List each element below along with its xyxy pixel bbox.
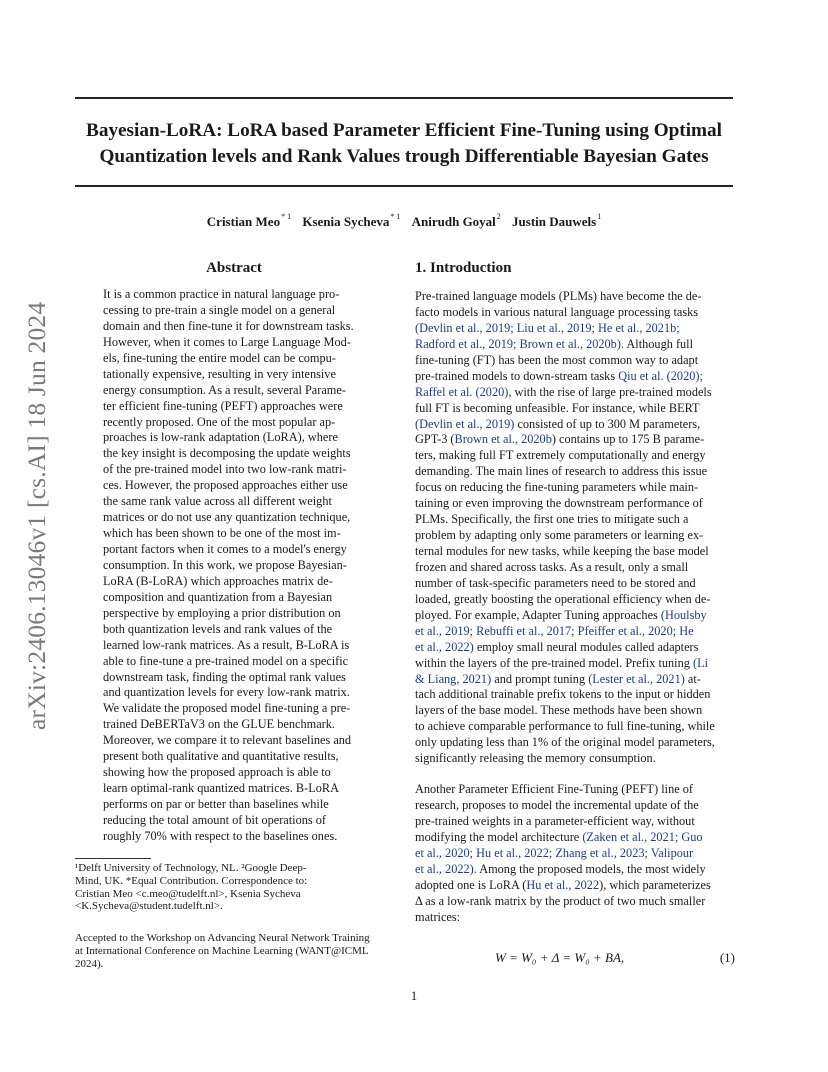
text-line bbox=[415, 369, 735, 385]
text-line bbox=[415, 385, 735, 401]
introduction-paragraph-2 bbox=[415, 782, 735, 925]
text-line bbox=[415, 703, 735, 719]
text-line bbox=[415, 687, 735, 703]
text-line bbox=[415, 846, 735, 862]
abstract-line: which has been shown to be one of the most im- bbox=[103, 526, 341, 541]
abstract-line: the key insight is decomposing the update weights bbox=[103, 446, 351, 461]
author-affiliation-marks: * 1 bbox=[281, 212, 292, 221]
citation-link[interactable]: et al., 2022). bbox=[415, 861, 477, 876]
author bbox=[302, 214, 400, 229]
text-line bbox=[415, 751, 735, 767]
footnote-line: <K.Sycheva@student.tudelft.nl>. bbox=[75, 900, 223, 913]
text-segment: ters, making full FT extremely computationally and energy bbox=[415, 448, 706, 463]
text-line bbox=[415, 798, 735, 814]
abstract-line: proaches is low-rank adaptation (LoRA), where bbox=[103, 430, 338, 445]
text-segment: employ small neural modules called adapters bbox=[473, 639, 699, 654]
text-segment: focus on reducing the fine-tuning parameters while main- bbox=[415, 480, 699, 495]
text-line bbox=[415, 672, 735, 688]
citation-link[interactable]: Qiu et al. (2020); bbox=[618, 368, 703, 383]
abstract-line: matrices or do not use any quantization technique, bbox=[103, 510, 351, 525]
text-segment: taining or even improving the downstream performance of bbox=[415, 496, 703, 511]
abstract-line: performs on par or better than baselines while bbox=[103, 797, 329, 811]
abstract-line: Moreover, we compare it to relevant baselines and bbox=[103, 733, 352, 748]
abstract-heading: Abstract bbox=[206, 260, 262, 276]
text-segment: ternal modules for new tasks, while keeping the base model bbox=[415, 544, 709, 558]
abstract-line: roughly 70% with respect to the baselines ones. bbox=[103, 828, 338, 843]
equation-body: W = W₀ + Δ = W₀ + BA, bbox=[495, 950, 625, 965]
citation-link[interactable]: Hu et al., 2022 bbox=[526, 877, 600, 892]
text-segment: fine-tuning (FT) has been the most common way to adapt bbox=[415, 352, 699, 367]
abstract-line: domain and then fine-tune it for downstream tasks. bbox=[103, 318, 354, 333]
abstract-line: trained DeBERTaV3 on the GLUE benchmark. bbox=[103, 717, 335, 732]
text-segment: tach additional trainable prefix tokens to the input or hidden bbox=[415, 687, 711, 702]
author-name: Justin Dauwels bbox=[512, 214, 597, 229]
acceptance-line: Accepted to the Workshop on Advancing Neural Network Training bbox=[75, 932, 370, 944]
text-line bbox=[415, 608, 735, 624]
equation-number: (1) bbox=[719, 950, 735, 965]
abstract-line: composition and quantization from a Bayesian bbox=[103, 589, 333, 604]
text-segment: pre-trained weights in a parameter-efficient way, without bbox=[415, 813, 695, 828]
abstract-line: LoRA (B-LoRA) which approaches matrix de- bbox=[103, 573, 333, 588]
text-line bbox=[415, 305, 735, 321]
citation-link[interactable]: (Houlsby bbox=[660, 607, 707, 622]
citation-link[interactable]: Raffel et al. (2020), bbox=[415, 384, 512, 399]
abstract-line: consumption. In this work, we propose Bayesian- bbox=[103, 557, 347, 572]
footnote-line: Mind, UK. *Equal Contribution. Correspondence to: bbox=[75, 874, 308, 887]
text-segment: layers of the base model. These methods have been shown bbox=[415, 703, 703, 718]
text-line bbox=[415, 862, 735, 878]
text-segment: Among the proposed models, the most widely bbox=[476, 861, 706, 876]
acceptance-line: at International Conference on Machine Learning (WANT@ICML bbox=[75, 944, 369, 957]
text-segment: Pre-trained language models (PLMs) have become the de- bbox=[415, 289, 702, 303]
text-line bbox=[415, 528, 735, 544]
title-line-2: Quantization levels and Rank Values trough Differentiable Bayesian Gates bbox=[99, 146, 709, 167]
text-segment: research, proposes to model the incremental update of the bbox=[415, 797, 699, 812]
text-line bbox=[415, 719, 735, 735]
text-segment: loaded, greatly boosting the operational efficiency when de- bbox=[415, 591, 711, 606]
text-line bbox=[415, 830, 735, 846]
abstract-line: perspective by employing a prior distribution on bbox=[103, 605, 341, 620]
text-segment: facto models in various natural language processing tasks bbox=[415, 304, 699, 319]
footnote-rule bbox=[75, 858, 151, 859]
citation-link[interactable]: (Lester et al., 2021) bbox=[588, 671, 685, 686]
abstract-line: ter efficient fine-tuning (PEFT) approaches were bbox=[103, 398, 343, 413]
paper-title bbox=[75, 118, 733, 170]
introduction-paragraph-1 bbox=[415, 289, 735, 767]
abstract-line: and quantization levels for every low-rank matrix. bbox=[103, 685, 350, 700]
text-line bbox=[415, 656, 735, 672]
author-affiliation-marks: * 1 bbox=[390, 212, 401, 221]
text-line bbox=[415, 814, 735, 830]
text-segment: ), which parameterizes bbox=[599, 877, 711, 892]
abstract-line: present both qualitative and quantitative results, bbox=[103, 749, 339, 764]
text-line bbox=[415, 910, 735, 926]
abstract-line: learn optimal-rank quantized matrices. B-LoRA bbox=[103, 781, 339, 796]
abstract-line: els, fine-tuning the entire model can be compu- bbox=[103, 350, 336, 365]
acceptance-note bbox=[75, 932, 393, 970]
introduction-heading: 1. Introduction bbox=[415, 260, 512, 276]
text-segment: modifying the model architecture bbox=[415, 829, 583, 844]
text-line bbox=[415, 592, 735, 608]
citation-link[interactable]: (Devlin et al., 2019) bbox=[415, 416, 515, 431]
text-segment: at- bbox=[684, 671, 701, 686]
author bbox=[207, 214, 291, 229]
citation-link[interactable]: (Devlin et al., 2019; Liu et al., 2019; He et al., 2021b; bbox=[415, 320, 680, 335]
affiliation-footnote bbox=[75, 862, 393, 913]
text-line bbox=[415, 560, 735, 576]
text-segment: only updating less than 1% of the original model parameters, bbox=[415, 735, 715, 750]
text-segment: ployed. For example, Adapter Tuning approaches bbox=[415, 607, 661, 622]
abstract-line: showing how the proposed approach is able to bbox=[103, 765, 331, 780]
text-segment: ) contains up to 175 B parame- bbox=[551, 432, 705, 447]
author-affiliation-marks: 1 bbox=[597, 212, 602, 221]
author bbox=[512, 214, 601, 229]
text-segment: within the layers of the pre-trained model. Prefix tuning bbox=[415, 655, 693, 670]
text-segment: pre-trained models to down-stream tasks bbox=[415, 368, 619, 383]
abstract-line: energy consumption. As a result, several Parame- bbox=[103, 382, 346, 397]
page-number: 1 bbox=[410, 989, 418, 1003]
text-line bbox=[415, 576, 735, 592]
title-rule-top bbox=[75, 97, 733, 99]
text-line bbox=[415, 624, 735, 640]
footnote-line: ¹Delft University of Technology, NL. ²Google Deep- bbox=[75, 862, 307, 874]
text-line bbox=[415, 496, 735, 512]
text-line bbox=[415, 640, 735, 656]
abstract-line: able to fine-tune a pre-trained model on a specific bbox=[103, 653, 349, 668]
text-line bbox=[415, 894, 735, 910]
arxiv-identifier-stamp[interactable]: arXiv:2406.13046v1 [cs.AI] 18 Jun 2024 bbox=[22, 301, 51, 730]
abstract-line: cessing to pre-train a single model on a general bbox=[103, 302, 336, 317]
abstract-line: reducing the total amount of bit operations of bbox=[103, 812, 326, 827]
text-line bbox=[415, 353, 735, 369]
text-segment: and prompt tuning bbox=[491, 671, 589, 686]
text-segment: adopted one is LoRA ( bbox=[415, 877, 527, 892]
abstract-line: of the pre-trained model into two low-rank matri- bbox=[103, 462, 347, 477]
text-segment: GPT-3 ( bbox=[415, 432, 455, 447]
text-line bbox=[415, 432, 735, 448]
author bbox=[412, 214, 501, 229]
text-segment: number of task-specific parameters need to be stored and bbox=[415, 575, 696, 590]
abstract-line: It is a common practice in natural language pro- bbox=[103, 287, 340, 301]
text-line bbox=[415, 512, 735, 528]
abstract-line: both quantization levels and rank values of the bbox=[103, 621, 333, 636]
text-segment: Δ as a low-rank matrix by the product of two much smaller bbox=[415, 893, 706, 908]
citation-link[interactable]: (Zaken et al., 2021; Guo bbox=[582, 829, 703, 844]
author-name: Cristian Meo bbox=[206, 214, 281, 229]
abstract-line: We validate the proposed model fine-tuning a pre- bbox=[103, 701, 351, 716]
text-line bbox=[415, 480, 735, 496]
abstract-body bbox=[103, 287, 369, 845]
text-segment: to achieve comparable performance to full fine-tuning, while bbox=[415, 719, 715, 734]
title-line-1: Bayesian-LoRA: LoRA based Parameter Efficient Fine-Tuning using Optimal bbox=[86, 120, 722, 141]
citation-link[interactable]: Radford et al., 2019; Brown et al., 2020b). bbox=[415, 336, 625, 351]
acceptance-line: 2024). bbox=[75, 957, 104, 970]
text-segment: problem by adapting only some parameters or learning ex- bbox=[415, 528, 704, 543]
footnote-line: Cristian Meo <c.meo@tudelft.nl>, Ksenia Sycheva bbox=[75, 887, 301, 900]
citation-link[interactable]: et al., 2020; Hu et al., 2022; Zhang et al., 2023; Valipour bbox=[415, 845, 694, 860]
abstract-line: recently proposed. One of the most popular ap- bbox=[103, 414, 336, 429]
text-line bbox=[415, 321, 735, 337]
abstract-line: learned low-rank matrices. As a result, B-LoRA is bbox=[103, 637, 350, 652]
abstract-line: the same rank value across all different weight bbox=[103, 494, 332, 509]
author-name: Anirudh Goyal bbox=[411, 214, 496, 229]
text-segment: Another Parameter Efficient Fine-Tuning (PEFT) line of bbox=[415, 782, 693, 796]
author-affiliation-marks: 2 bbox=[496, 212, 501, 221]
text-line bbox=[415, 417, 735, 433]
text-segment: PLMs. Specifically, the first one tries to mitigate such a bbox=[415, 512, 689, 527]
abstract-line: However, when it comes to Large Language Mod- bbox=[103, 334, 351, 349]
text-line bbox=[415, 401, 735, 417]
text-segment: matrices: bbox=[415, 909, 461, 924]
text-line bbox=[415, 735, 735, 751]
citation-link[interactable]: Brown et al., 2020b bbox=[454, 432, 552, 447]
text-segment: frozen and shared across tasks. As a result, only a small bbox=[415, 559, 689, 574]
title-rule-bottom bbox=[75, 185, 733, 187]
text-segment: Although full bbox=[624, 336, 694, 351]
text-line bbox=[415, 464, 735, 480]
text-line bbox=[415, 289, 735, 305]
abstract-line: tationally expensive, resulting in very intensive bbox=[103, 366, 336, 381]
author-name: Ksenia Sycheva bbox=[302, 214, 390, 229]
text-segment: significantly releasing the memory consumption. bbox=[415, 751, 656, 766]
citation-link[interactable]: et al., 2019; Rebuffi et al., 2017; Pfeiffer et al., 2020; He bbox=[415, 623, 694, 638]
text-segment: full FT is becoming unfeasible. For instance, while BERT bbox=[415, 400, 700, 415]
text-line bbox=[415, 878, 735, 894]
citation-link[interactable]: & Liang, 2021) bbox=[415, 671, 492, 686]
text-line bbox=[415, 337, 735, 353]
text-segment: with the rise of large pre-trained models bbox=[511, 384, 712, 399]
citation-link[interactable]: (Li bbox=[692, 655, 709, 670]
text-line bbox=[415, 448, 735, 464]
text-segment: consisted of up to 300 M parameters, bbox=[514, 416, 701, 431]
text-line bbox=[415, 544, 735, 560]
text-segment: demanding. The main lines of research to address this issue bbox=[415, 464, 708, 479]
abstract-line: downstream task, finding the optimal rank values bbox=[103, 669, 346, 684]
equation-1 bbox=[415, 950, 735, 968]
abstract-line: portant factors when it comes to a model's energy bbox=[103, 542, 347, 556]
citation-link[interactable]: et al., 2022) bbox=[415, 639, 474, 654]
abstract-line: ces. However, the proposed approaches either use bbox=[103, 478, 348, 493]
text-line bbox=[415, 782, 735, 798]
author-list bbox=[75, 214, 733, 230]
